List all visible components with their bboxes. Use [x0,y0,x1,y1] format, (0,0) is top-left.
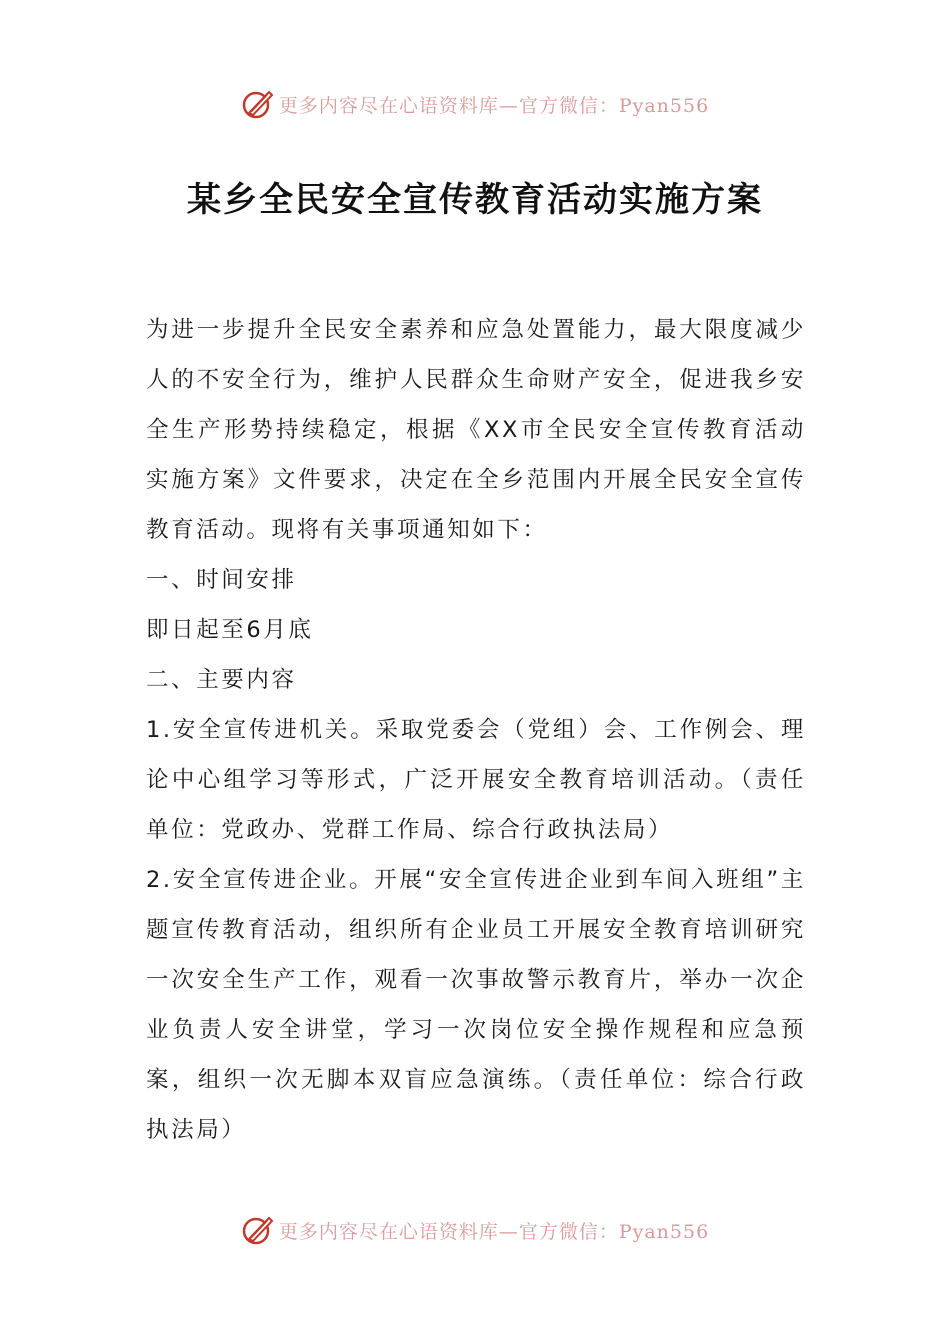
content-item-1: 1.安全宣传进机关。采取党委会（党组）会、工作例会、理论中心组学习等形式，广泛开展安全教育培训活动。（责任单位：党政办、党群工作局、综合行政执法局） [146,717,806,843]
quill-logo-icon [241,1213,275,1247]
header-watermark [0,84,950,124]
footer-watermark [0,1210,950,1250]
schedule-text: 即日起至6月底 [146,617,314,643]
quill-logo-icon [241,87,275,121]
watermark-text: 更多内容尽在心语资料库—官方微信：Pyan556 [278,94,710,117]
watermark-text: 更多内容尽在心语资料库—官方微信：Pyan556 [278,1220,710,1243]
section-heading-schedule: 一、时间安排 [146,567,297,593]
section-heading-content: 二、主要内容 [146,667,297,693]
document-title: 某乡全民安全宣传教育活动实施方案 [187,180,763,220]
document-body [146,305,806,1155]
content-item-2: 2.安全宣传进企业。开展“安全宣传进企业到车间入班组”主题宣传教育活动，组织所有企业员工开展安全教育培训研究一次安全生产工作，观看一次事故警示教育片，举办一次企业负责人安全讲堂，学习一次岗位安全操作规程和应急预案，组织一次无脚本双盲应急演练。（责任单位：综合行政执法局） [146,867,806,1143]
intro-paragraph: 为进一步提升全民安全素养和应急处置能力，最大限度减少人的不安全行为，维护人民群众生命财产安全，促进我乡安全生产形势持续稳定，根据《XX市全民安全宣传教育活动实施方案》文件要求，决定在全乡范围内开展全民安全宣传教育活动。现将有关事项通知如下： [146,317,806,543]
